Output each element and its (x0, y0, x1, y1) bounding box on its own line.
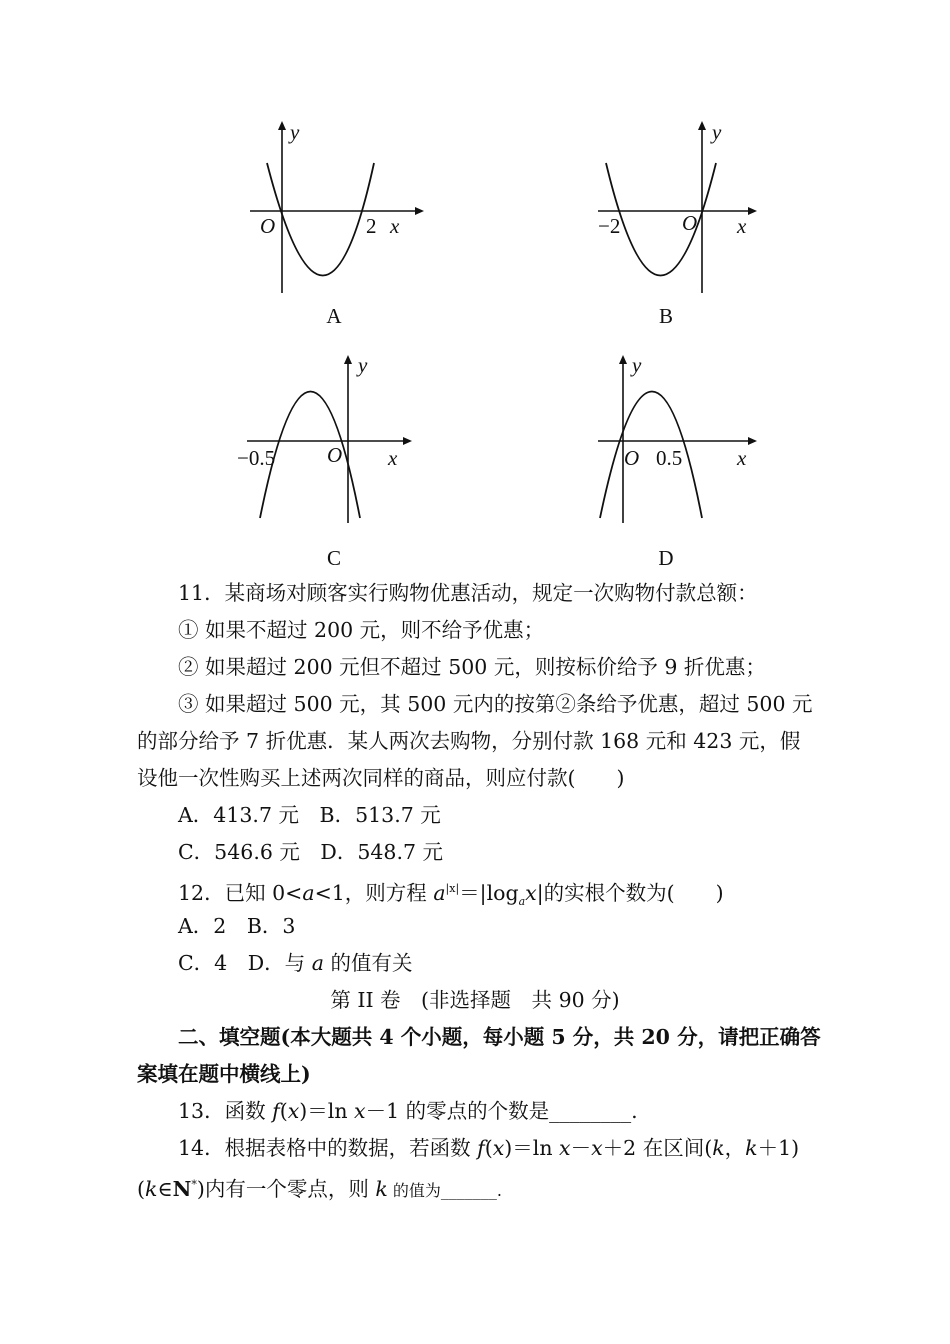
x-axis-arrow (415, 207, 424, 215)
var-a: a (311, 951, 324, 975)
graph-a-svg (240, 118, 420, 298)
var-x: x (354, 1099, 366, 1123)
x-axis-label: x (390, 214, 400, 238)
q14-text: 14．根据表格中的数据，若函数 (178, 1136, 478, 1160)
q12-text: ＝|log (459, 880, 519, 905)
q12-text: 12．已知 0< (178, 880, 303, 905)
q13-text: －1 的零点的个数是________. (365, 1099, 638, 1123)
parabola-curve (606, 163, 716, 276)
graph-c-svg (235, 350, 415, 530)
var-k: k (145, 1176, 158, 1201)
figure-b (590, 118, 770, 298)
q14-line2 (137, 1172, 502, 1204)
var-x: x (492, 1136, 505, 1160)
parabola-curve (600, 392, 702, 519)
tick-label: 0.5 (656, 446, 683, 470)
y-axis-arrow (278, 121, 286, 130)
q14-text: ＋2 在区间( (602, 1136, 713, 1160)
var-x: x (525, 880, 537, 905)
q14-text: ＋1) (757, 1136, 800, 1160)
origin-label: O (624, 446, 640, 470)
q14-text: ∈ (157, 1176, 173, 1201)
var-k: k (712, 1136, 725, 1160)
figure-c (235, 350, 415, 530)
q12-options-ab: A．2 B．3 (178, 914, 296, 938)
var-k: k (375, 1176, 388, 1201)
exponent: |x| (445, 882, 460, 895)
var-f: f (477, 1136, 485, 1160)
graph-d-svg (590, 350, 770, 530)
q12-options-cd (178, 950, 412, 976)
q14-text: ( (137, 1176, 145, 1201)
y-axis-arrow (698, 121, 706, 130)
tick-label: −0.5 (237, 446, 276, 470)
q11-options-ab: A．413.7 元 B．513.7 元 (178, 803, 441, 827)
figure-a-label: A (326, 304, 342, 328)
q11-rule1: ① 如果不超过 200 元，则不给予优惠； (178, 618, 545, 642)
natural-numbers-symbol: N (172, 1176, 192, 1201)
q12-opt-text: 的值有关 (323, 951, 413, 975)
y-axis-label: y (290, 120, 300, 144)
section-title: 第 II 卷 (非选择题 共 90 分) (330, 988, 620, 1012)
x-axis-arrow (748, 207, 757, 215)
log-base: a (518, 894, 526, 908)
q13: 13．函数 f(x)＝ln x－1 的零点的个数是________. (178, 1099, 638, 1123)
q13-text: )＝ln (299, 1099, 355, 1123)
q14-text: ， (724, 1136, 746, 1160)
y-axis-label: y (632, 353, 642, 377)
var-f: f (272, 1099, 280, 1123)
tick-label: −2 (598, 214, 621, 238)
q12-text: <1，则方程 (314, 880, 434, 905)
figure-a (240, 118, 420, 298)
q14-text: 的值为_______. (387, 1180, 503, 1200)
q13-text: 13．函数 (178, 1099, 273, 1123)
origin-label: O (260, 214, 276, 238)
fill-heading-line1: 二、填空题(本大题共 4 个小题，每小题 5 分，共 20 分，请把正确答 (178, 1025, 821, 1049)
q11-rule3-line2: 的部分给予 7 折优惠．某人两次去购物，分别付款 168 元和 423 元，假 (137, 729, 801, 753)
q11-options-cd: C．546.6 元 D．548.7 元 (178, 840, 444, 864)
q14-text: )＝ln (504, 1136, 560, 1160)
tick-label: 2 (366, 214, 377, 238)
origin-label: O (327, 443, 343, 467)
x-axis-label: x (388, 446, 398, 470)
figure-c-label: C (326, 546, 341, 570)
q14-line1: 14．根据表格中的数据，若函数 f(x)＝ln x－x＋2 在区间(k，k＋1) (178, 1136, 800, 1160)
q11-rule2: ② 如果超过 200 元但不超过 500 元，则按标价给予 9 折优惠； (178, 655, 766, 679)
var-x: x (287, 1099, 300, 1123)
y-axis-arrow (619, 355, 627, 364)
figure-d (590, 350, 770, 530)
x-axis-arrow (403, 437, 412, 445)
q14-text: )内有一个零点，则 (196, 1176, 376, 1201)
parabola-curve (267, 163, 374, 276)
var-x: x (559, 1136, 571, 1160)
graph-b-svg (590, 118, 770, 298)
q12-stem (178, 876, 724, 915)
y-axis-label: y (358, 353, 368, 377)
var-x: x (591, 1136, 603, 1160)
var-a: a (433, 880, 446, 905)
q11-rule3-line1: ③ 如果超过 500 元，其 500 元内的按第②条给予优惠，超过 500 元 (178, 692, 813, 716)
q12-text: |的实根个数为( ) (536, 880, 724, 905)
x-axis-label: x (737, 214, 747, 238)
x-axis-label: x (737, 446, 747, 470)
q11-stem: 11．某商场对顾客实行购物优惠活动，规定一次购物付款总额： (178, 581, 758, 605)
origin-label: O (682, 211, 698, 235)
q12-opt-text: C．4 D．与 (178, 951, 312, 975)
y-axis-arrow (344, 355, 352, 364)
q14-text: － (570, 1136, 592, 1160)
x-axis-arrow (748, 437, 757, 445)
figure-b-label: B (658, 304, 673, 328)
var-k: k (745, 1136, 758, 1160)
star-superscript: * (191, 1178, 197, 1191)
fill-heading-line2: 案填在题中横线上) (137, 1062, 311, 1086)
q11-rule3-line3: 设他一次性购买上述两次同样的商品，则应付款( ) (137, 766, 625, 790)
var-a: a (302, 880, 315, 905)
y-axis-label: y (712, 120, 722, 144)
figure-d-label: D (658, 546, 674, 570)
